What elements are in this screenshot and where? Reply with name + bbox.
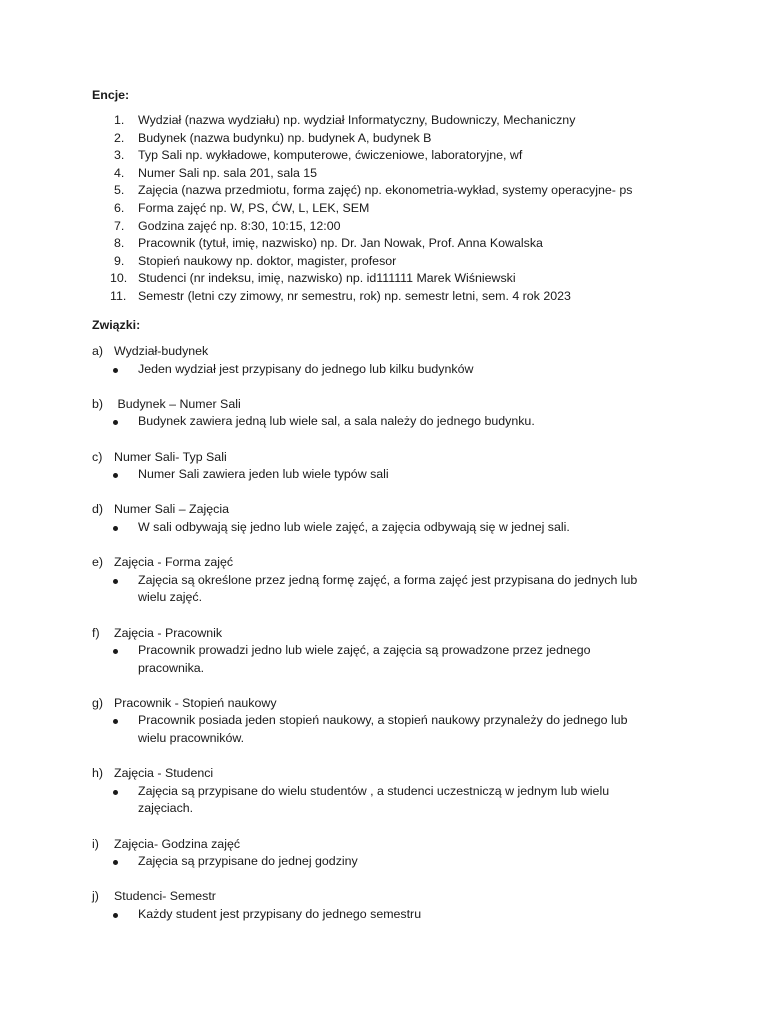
- relation-letter: i): [92, 836, 99, 851]
- relation-bullet: [92, 783, 658, 818]
- relation-detail: Numer Sali zawiera jeden lub wiele typów sali: [138, 467, 389, 482]
- relation-item: [92, 396, 692, 431]
- relation-title: Zajęcia- Godzina zajęć: [114, 836, 241, 851]
- entity-text: Budynek (nazwa budynku) np. budynek A, budynek B: [138, 130, 432, 145]
- entity-number: 4.: [114, 165, 125, 180]
- bullet-icon: [113, 649, 118, 654]
- entity-number: 9.: [114, 253, 125, 268]
- relation-bullet: [92, 413, 658, 431]
- bullet-icon: [113, 368, 118, 373]
- relation-detail: Pracownik prowadzi jedno lub wiele zajęć, a zajęcia są prowadzone przez jednego pracownika.: [138, 643, 591, 675]
- relation-letter: d): [92, 502, 104, 517]
- relations-list: [92, 343, 692, 941]
- relation-bullet: [92, 519, 658, 537]
- relation-item: [92, 625, 692, 678]
- relation-title: Wydział-budynek: [114, 344, 209, 358]
- relation-title-row: [92, 396, 692, 414]
- relation-detail: Zajęcia są określone przez jedną formę zajęć, a forma zajęć jest przypisana do jednych lub wielu zajęć.: [138, 572, 638, 605]
- relation-bullet: [92, 466, 658, 484]
- bullet-icon: [113, 790, 118, 795]
- entity-item: [92, 165, 632, 183]
- entity-text: Numer Sali np. sala 201, sala 15: [138, 165, 318, 180]
- entity-text: Godzina zajęć np. 8:30, 10:15, 12:00: [138, 218, 341, 233]
- entities-heading: Encje:: [92, 88, 130, 102]
- relation-title-row: [92, 625, 692, 643]
- bullet-icon: [113, 579, 118, 584]
- entity-item: [92, 130, 632, 148]
- relation-bullet: [92, 853, 658, 871]
- relation-title-row: [92, 836, 692, 854]
- entity-text: Wydział (nazwa wydziału) np. wydział Informatyczny, Budowniczy, Mechaniczny: [138, 113, 576, 127]
- entity-number: 6.: [114, 200, 125, 215]
- relation-letter: g): [92, 695, 104, 710]
- relation-detail: Każdy student jest przypisany do jednego semestru: [138, 907, 422, 921]
- relation-title-row: [92, 888, 692, 906]
- relation-detail: Pracownik posiada jeden stopień naukowy, a stopień naukowy przynależy do jednego lub wielu pracowników.: [138, 713, 628, 746]
- relation-letter: h): [92, 766, 104, 781]
- relation-letter: c): [92, 449, 103, 464]
- relation-item: [92, 888, 692, 923]
- entity-text: Zajęcia (nazwa przedmiotu, forma zajęć) np. ekonometria-wykład, systemy operacyjne- ps: [138, 183, 633, 198]
- bullet-icon: [113, 860, 118, 865]
- entity-item: [92, 288, 632, 306]
- entity-text: Stopień naukowy np. doktor, magister, profesor: [138, 253, 397, 268]
- entity-item: [92, 182, 632, 200]
- relation-detail: Zajęcia są przypisane do jednej godziny: [138, 854, 358, 869]
- entity-number: 8.: [114, 236, 125, 251]
- entity-text: Semestr (letni czy zimowy, nr semestru, rok) np. semestr letni, sem. 4 rok 2023: [138, 288, 571, 303]
- relation-title: Numer Sali – Zajęcia: [114, 502, 230, 517]
- relation-title: Zajęcia - Studenci: [114, 766, 214, 781]
- entity-number: 2.: [114, 130, 125, 145]
- entity-item: [92, 235, 632, 253]
- entities-list: [92, 112, 632, 306]
- entity-number: 7.: [114, 218, 125, 233]
- entity-item: [92, 112, 632, 130]
- relation-title-row: [92, 765, 692, 783]
- entity-number: 5.: [114, 183, 125, 198]
- relation-item: [92, 449, 692, 484]
- entity-number: 1.: [114, 113, 125, 127]
- bullet-icon: [113, 719, 118, 724]
- relation-title: Budynek – Numer Sali: [114, 396, 241, 411]
- relation-letter: f): [92, 625, 100, 640]
- relations-heading: Związki:: [92, 318, 141, 332]
- relation-item: [92, 501, 692, 536]
- bullet-icon: [113, 420, 118, 425]
- relation-letter: b): [92, 396, 104, 411]
- entity-item: [92, 200, 632, 218]
- relation-bullet: [92, 642, 658, 677]
- entity-item: [92, 270, 632, 288]
- bullet-icon: [113, 526, 118, 531]
- bullet-icon: [113, 473, 118, 478]
- relation-bullet: [92, 361, 658, 379]
- relation-title-row: [92, 695, 692, 713]
- relation-item: [92, 554, 692, 607]
- relation-letter: j): [92, 889, 99, 904]
- relation-detail: W sali odbywają się jedno lub wiele zajęć, a zajęcia odbywają się w jednej sali.: [138, 519, 570, 534]
- entity-item: [92, 218, 632, 236]
- relation-title: Studenci- Semestr: [114, 889, 216, 904]
- relation-title: Pracownik - Stopień naukowy: [114, 695, 277, 710]
- relation-letter: a): [92, 344, 104, 358]
- relation-title-row: [92, 501, 692, 519]
- relation-title: Zajęcia - Pracownik: [114, 625, 223, 640]
- relation-title: Numer Sali- Typ Sali: [114, 449, 227, 464]
- relation-letter: e): [92, 555, 104, 570]
- entity-number: 11.: [110, 288, 127, 303]
- relation-detail: Jeden wydział jest przypisany do jednego lub kilku budynków: [138, 361, 474, 376]
- entity-item: [92, 147, 632, 165]
- bullet-icon: [113, 913, 118, 918]
- relation-bullet: [92, 572, 658, 607]
- relation-detail: Budynek zawiera jedną lub wiele sal, a sala należy do jednego budynku.: [138, 414, 535, 429]
- relation-item: [92, 836, 692, 871]
- entity-text: Forma zajęć np. W, PS, ĆW, L, LEK, SEM: [138, 200, 370, 215]
- relation-item: [92, 695, 692, 748]
- relation-detail: Zajęcia są przypisane do wielu studentów , a studenci uczestniczą w jednym lub wielu zajęciach.: [138, 783, 610, 816]
- relation-item: [92, 343, 692, 378]
- relation-bullet: [92, 906, 658, 924]
- entity-number: 3.: [114, 148, 125, 163]
- entity-text: Studenci (nr indeksu, imię, nazwisko) np. id111111 Marek Wiśniewski: [138, 271, 516, 286]
- entity-text: Pracownik (tytuł, imię, nazwisko) np. Dr. Jan Nowak, Prof. Anna Kowalska: [138, 236, 543, 251]
- entity-item: [92, 253, 632, 271]
- relation-title-row: [92, 554, 692, 572]
- relation-bullet: [92, 712, 658, 747]
- relation-title-row: [92, 449, 692, 467]
- entity-text: Typ Sali np. wykładowe, komputerowe, ćwiczeniowe, laboratoryjne, wf: [138, 148, 523, 163]
- entity-number: 10.: [110, 271, 128, 286]
- relation-title: Zajęcia - Forma zajęć: [114, 555, 234, 570]
- relation-item: [92, 765, 692, 818]
- relation-title-row: [92, 343, 692, 361]
